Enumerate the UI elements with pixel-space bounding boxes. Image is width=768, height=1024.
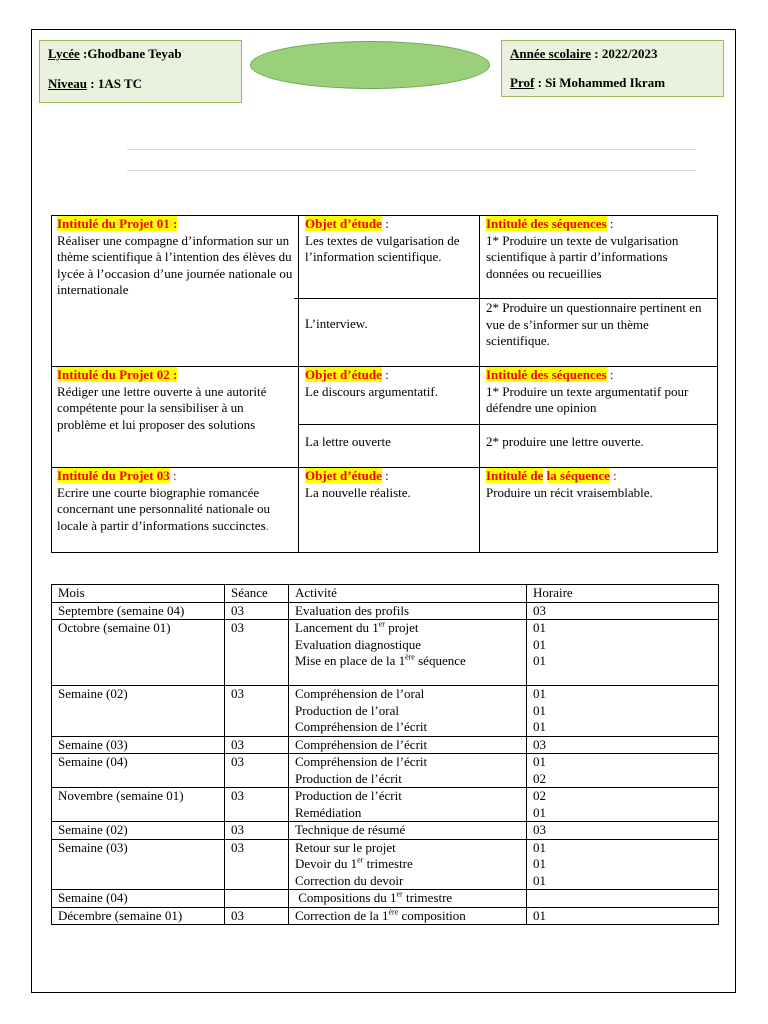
- sequence-text: 2* Produire un questionnaire pertinent en vue de s’informer sur un thème scientifique.: [486, 300, 702, 348]
- cell-mois: Septembre (semaine 04): [52, 602, 225, 620]
- hours: 01: [533, 839, 546, 855]
- activity: Compréhension de l’écrit: [295, 754, 428, 769]
- project-03-seq-cell: Intitulé de la séquence : Produire un récit vraisemblable.: [486, 468, 653, 500]
- project-01-seq-2: [486, 300, 712, 350]
- school-info-box: [39, 40, 242, 103]
- cell-seance: 03: [225, 822, 289, 840]
- activity: séquence: [414, 653, 466, 668]
- niveau-value: : 1AS TC: [87, 76, 143, 91]
- superscript: ère: [405, 652, 415, 662]
- table-row: [52, 620, 719, 686]
- hours: 03: [533, 736, 546, 752]
- objet-text: L’interview.: [305, 316, 368, 331]
- cell-seance: 03: [225, 788, 289, 822]
- cell-seance: 03: [225, 602, 289, 620]
- activity: Correction de la 1: [295, 907, 389, 923]
- project-03-title: Intitulé du Projet 03: [57, 468, 170, 483]
- cell-horaire: [527, 602, 719, 620]
- hours: 02: [533, 770, 546, 786]
- annee-label: Année scolaire: [510, 46, 591, 61]
- cell-seance: 03: [225, 754, 289, 788]
- table-row: [52, 890, 719, 908]
- objet-label: Objet d’étude: [305, 468, 382, 483]
- header-horaire: Horaire: [527, 585, 719, 603]
- activity: Production de l’oral: [295, 702, 399, 718]
- cell-activite: [289, 822, 527, 840]
- header-seance: Séance: [225, 585, 289, 603]
- cell-seance: [225, 890, 289, 908]
- objet-label: Objet d’étude: [305, 216, 382, 231]
- project-01-description: Réaliser une compagne d’information sur un thème scientifique à l’intention des élèves du lycée à l’occasion d’une journée nationale ou internationale: [57, 232, 293, 297]
- activity: Devoir du 1: [295, 856, 358, 871]
- objet-text: Le discours argumentatif.: [305, 383, 438, 399]
- cell-activite: [289, 686, 527, 737]
- activity: trimestre: [363, 856, 413, 871]
- project-01-objet-2: [305, 316, 475, 333]
- objet-label: Objet d’étude: [305, 367, 382, 382]
- activity: Evaluation diagnostique: [295, 636, 422, 652]
- superscript: er: [357, 855, 364, 865]
- hours: 01: [533, 856, 546, 871]
- objet-text: Les textes de vulgarisation de l’information scientifique.: [305, 232, 460, 264]
- hours: 01: [533, 907, 546, 923]
- cell-activite: [289, 736, 527, 754]
- hours: 01: [533, 754, 546, 769]
- cell-activite: [289, 788, 527, 822]
- hours: 01: [533, 686, 546, 701]
- cell-activite: [289, 620, 527, 686]
- activity: Lancement du 1: [295, 620, 379, 635]
- cell-seance: 03: [225, 839, 289, 890]
- cell-activite: [289, 839, 527, 890]
- activity: Compréhension de l’oral: [295, 686, 425, 701]
- cell-mois: Novembre (semaine 01): [52, 788, 225, 822]
- superscript: er: [378, 619, 385, 629]
- activity: composition: [398, 907, 466, 923]
- cell-horaire: [527, 788, 719, 822]
- divider-line: [127, 170, 696, 171]
- grid-line: [298, 215, 299, 553]
- cell-mois: Semaine (02): [52, 822, 225, 840]
- cell-horaire: [527, 822, 719, 840]
- cell-activite: [289, 754, 527, 788]
- hours: 01: [533, 702, 546, 718]
- grid-line: [479, 215, 480, 553]
- grid-line: [51, 552, 718, 553]
- superscript: er: [396, 889, 403, 899]
- activity: Compréhension de l’écrit: [295, 736, 428, 752]
- activity: Production de l’écrit: [295, 770, 402, 786]
- header-activite: Activité: [289, 585, 527, 603]
- activity: Mise en place de la 1: [295, 653, 406, 668]
- activity: projet: [384, 620, 419, 635]
- sequence-text: Produire un récit vraisemblable.: [486, 484, 653, 500]
- hours: 01: [533, 804, 546, 820]
- superscript: ère: [388, 907, 399, 917]
- cell-horaire: [527, 754, 719, 788]
- grid-line: [294, 298, 718, 299]
- project-02-cell: [57, 367, 293, 433]
- cell-activite: [289, 602, 527, 620]
- title-ellipse: [250, 41, 490, 89]
- hours: 01: [533, 719, 546, 734]
- table-row: [52, 788, 719, 822]
- objet-text: La lettre ouverte: [305, 434, 391, 449]
- sequence-text: 2* produire une lettre ouverte.: [486, 434, 644, 449]
- sequence-label: Intitulé de: [486, 468, 544, 483]
- project-02-objet-2: [305, 434, 475, 451]
- cell-mois: Décembre (semaine 01): [52, 907, 225, 925]
- divider-line: [127, 149, 696, 150]
- cell-horaire: [527, 620, 719, 686]
- cell-horaire: [527, 890, 719, 908]
- grid-line: [717, 215, 718, 553]
- planning-table: [51, 584, 719, 925]
- cell-horaire: [527, 907, 719, 925]
- hours: 03: [533, 602, 546, 618]
- hours: 03: [533, 822, 546, 837]
- cell-horaire: [527, 736, 719, 754]
- table-row: [52, 839, 719, 890]
- cell-seance: 03: [225, 686, 289, 737]
- cell-horaire: [527, 686, 719, 737]
- sequence-label: la séquence: [546, 468, 610, 483]
- niveau-line: [48, 76, 142, 91]
- table-row: [52, 736, 719, 754]
- objet-text: La nouvelle réaliste.: [305, 484, 411, 500]
- project-01-seq-cell: Intitulé des séquences : 1* Produire un texte de vulgarisation scientifique à partir d’informations données ou recueillies: [486, 216, 679, 281]
- sequence-label: Intitulé des séquences: [486, 216, 607, 231]
- project-02-objet-cell: Objet d’étude : Le discours argumentatif.: [305, 367, 438, 399]
- project-03-cell: Intitulé du Projet 03 : Ecrire une courte biographie romancée concernant une personnalité nationale ou locale à partir d’informations succinctes.: [57, 468, 270, 533]
- grid-line: [298, 424, 718, 425]
- year-info-box: [501, 40, 724, 97]
- cell-seance: 03: [225, 620, 289, 686]
- hours: 01: [533, 620, 546, 635]
- activity: Correction du devoir: [295, 872, 404, 888]
- project-02-seq-2: [486, 434, 712, 451]
- hours: 01: [533, 872, 546, 888]
- lycee-line: [48, 46, 182, 61]
- table-row: [52, 602, 719, 620]
- sequence-text: 1* Produire un texte de vulgarisation scientifique à partir d’informations données ou recueillies: [486, 232, 679, 281]
- cell-activite: [289, 907, 527, 925]
- activity: Compositions du 1: [295, 890, 397, 905]
- project-02-description: Rédiger une lettre ouverte à une autorité compétente pour la sensibiliser à un problème et lui proposer des solutions: [57, 383, 267, 432]
- lycee-label: Lycée: [48, 46, 80, 61]
- sequence-label: Intitulé des séquences: [486, 367, 607, 382]
- hours: 01: [533, 636, 546, 652]
- cell-seance: 03: [225, 907, 289, 925]
- niveau-label: Niveau: [48, 76, 87, 91]
- table-row: [52, 907, 719, 925]
- header-mois: Mois: [52, 585, 225, 603]
- project-01-title: Intitulé du Projet 01 :: [57, 216, 178, 231]
- hours: 02: [533, 788, 546, 803]
- activity: Evaluation des profils: [295, 602, 410, 618]
- annee-line: [510, 46, 657, 61]
- grid-line: [51, 215, 52, 553]
- prof-line: [510, 75, 665, 90]
- cell-mois: Semaine (04): [52, 890, 225, 908]
- activity: Technique de résumé: [295, 822, 406, 837]
- project-02-seq-cell: Intitulé des séquences : 1* Produire un texte argumentatif pour défendre une opinion: [486, 367, 689, 415]
- cell-seance: 03: [225, 736, 289, 754]
- table-header-row: [52, 585, 719, 603]
- activity: Retour sur le projet: [295, 839, 396, 855]
- cell-mois: Semaine (04): [52, 754, 225, 788]
- prof-value: : Si Mohammed Ikram: [534, 75, 666, 90]
- project-03-objet-cell: Objet d’étude : La nouvelle réaliste.: [305, 468, 411, 500]
- project-02-title: Intitulé du Projet 02 :: [57, 367, 178, 382]
- activity: trimestre: [402, 890, 453, 905]
- cell-horaire: [527, 839, 719, 890]
- cell-mois: Semaine (02): [52, 686, 225, 737]
- cell-mois: Semaine (03): [52, 736, 225, 754]
- hours: 01: [533, 653, 546, 668]
- cell-mois: Semaine (03): [52, 839, 225, 890]
- table-row: [52, 822, 719, 840]
- table-row: [52, 686, 719, 737]
- table-row: [52, 754, 719, 788]
- annee-value: : 2022/2023: [591, 46, 658, 61]
- cell-mois: Octobre (semaine 01): [52, 620, 225, 686]
- cell-activite: [289, 890, 527, 908]
- activity: Remédiation: [295, 804, 362, 820]
- lycee-value: :Ghodbane Teyab: [79, 46, 182, 61]
- sequence-text: 1* Produire un texte argumentatif pour défendre une opinion: [486, 383, 689, 415]
- activity: Production de l’écrit: [295, 788, 402, 803]
- project-03-description: Ecrire une courte biographie romancée concernant une personnalité nationale ou locale à partir d’informations succinctes: [57, 484, 270, 533]
- prof-label: Prof: [510, 75, 535, 90]
- project-01-cell: [57, 216, 293, 299]
- project-01-objet-cell: Objet d’étude : Les textes de vulgarisation de l’information scientifique.: [305, 216, 460, 264]
- activity: Compréhension de l’écrit: [295, 719, 428, 734]
